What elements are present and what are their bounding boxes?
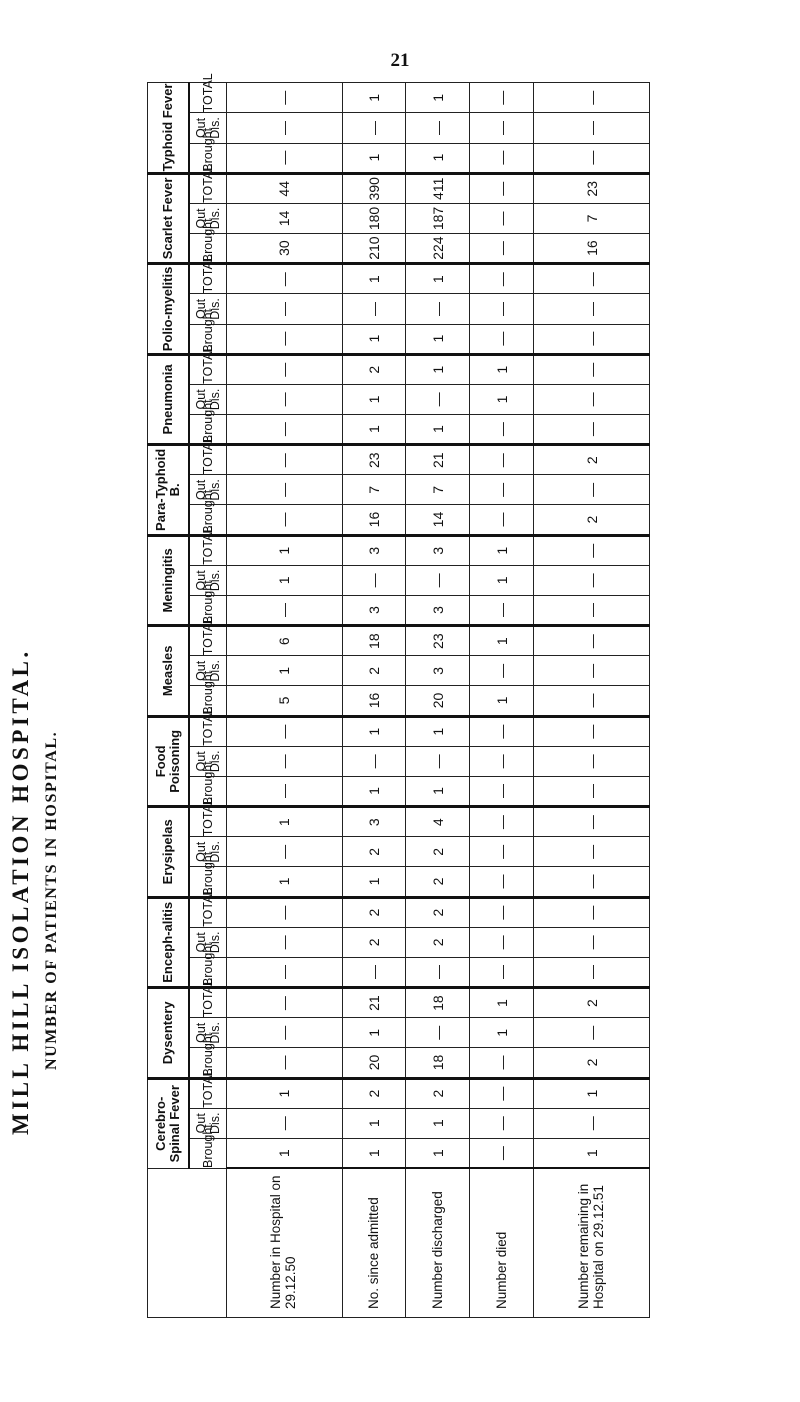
table-cell: 23	[406, 626, 470, 656]
table-cell: 1	[342, 716, 406, 746]
table-cell: 187	[406, 203, 470, 233]
table-cell: 2	[534, 988, 650, 1018]
table-cell: —	[342, 113, 406, 143]
column-header: TOTAL	[189, 445, 227, 475]
table-cell: 14	[227, 203, 343, 233]
table-cell: —	[342, 294, 406, 324]
table-cell: —	[227, 837, 343, 867]
column-header: Brought	[189, 686, 227, 716]
table-cell: 23	[342, 445, 406, 475]
table-cell: —	[470, 113, 534, 143]
table-cell: —	[534, 414, 650, 444]
table-cell: —	[470, 776, 534, 806]
table-cell: —	[470, 957, 534, 987]
table-cell: 1	[470, 1018, 534, 1048]
table-cell: 18	[406, 1048, 470, 1078]
table-cell: —	[534, 957, 650, 987]
disease-header-row	[148, 83, 190, 1318]
table-cell: 1	[406, 414, 470, 444]
table-cell: —	[227, 384, 343, 414]
table-cell: 1	[227, 656, 343, 686]
disease-header: Measles	[148, 626, 190, 716]
table-cell: —	[470, 1138, 534, 1168]
column-header: Out Dis.	[189, 113, 227, 143]
table-cell: —	[470, 173, 534, 203]
table-cell: 1	[406, 776, 470, 806]
table-cell: 1	[227, 565, 343, 595]
table-cell: —	[470, 83, 534, 113]
column-header: TOTAL	[189, 897, 227, 927]
column-header: TOTAL	[189, 354, 227, 384]
column-header: Brought	[189, 867, 227, 897]
table-cell: —	[227, 354, 343, 384]
table-cell: 1	[342, 1108, 406, 1138]
table-cell: —	[470, 656, 534, 686]
table-cell: —	[470, 324, 534, 354]
table-cell: 1	[342, 1018, 406, 1048]
table-cell: 1	[470, 354, 534, 384]
table-cell: 16	[342, 505, 406, 535]
table-cell: 224	[406, 234, 470, 264]
table-cell: —	[227, 475, 343, 505]
table-cell: —	[227, 264, 343, 294]
table-cell: 7	[534, 203, 650, 233]
table-cell: —	[470, 927, 534, 957]
table-cell: 1	[227, 1138, 343, 1168]
table-cell: 1	[406, 324, 470, 354]
table-cell: 210	[342, 234, 406, 264]
column-header: Out Dis.	[189, 294, 227, 324]
table-cell: —	[534, 776, 650, 806]
table-cell: —	[470, 294, 534, 324]
column-header: TOTAL	[189, 264, 227, 294]
page-number: 21	[390, 50, 410, 71]
table-cell: —	[227, 927, 343, 957]
table-cell: —	[470, 1108, 534, 1138]
table-cell: —	[470, 867, 534, 897]
table-cell: —	[534, 897, 650, 927]
column-header: Out Dis.	[189, 1108, 227, 1138]
disease-header: Cerebro-Spinal Fever	[148, 1078, 190, 1168]
table-cell: 2	[534, 1048, 650, 1078]
table-cell: —	[534, 716, 650, 746]
table-cell: 1	[406, 264, 470, 294]
table-cell: —	[227, 988, 343, 1018]
table-cell: 16	[534, 234, 650, 264]
column-header: Brought	[189, 143, 227, 173]
column-header: Out Dis.	[189, 384, 227, 414]
table-cell: —	[534, 294, 650, 324]
table-corner	[148, 1169, 227, 1318]
table-cell: 3	[406, 595, 470, 625]
table-cell: —	[534, 143, 650, 173]
table-cell: 1	[227, 807, 343, 837]
table-cell: —	[227, 505, 343, 535]
column-header: TOTAL	[189, 535, 227, 565]
column-header: Brought	[189, 324, 227, 354]
table-cell: —	[227, 294, 343, 324]
disease-header: Dysentery	[148, 988, 190, 1078]
column-header: TOTAL	[189, 83, 227, 113]
table-cell: —	[227, 324, 343, 354]
table-cell: —	[534, 264, 650, 294]
row-label: Number died	[470, 1169, 534, 1318]
table-cell: 3	[342, 595, 406, 625]
table-cell: 20	[342, 1048, 406, 1078]
table-cell: —	[470, 837, 534, 867]
column-header: Out Dis.	[189, 565, 227, 595]
table-cell: 180	[342, 203, 406, 233]
table-cell: 1	[534, 1138, 650, 1168]
table-cell: 2	[342, 1078, 406, 1108]
table-row	[342, 83, 406, 1318]
table-cell: —	[227, 1108, 343, 1138]
column-header: TOTAL	[189, 626, 227, 656]
table-cell: 2	[342, 656, 406, 686]
table-cell: 1	[406, 143, 470, 173]
table-cell: 2	[406, 1078, 470, 1108]
table-cell: —	[534, 384, 650, 414]
table-cell: 2	[534, 505, 650, 535]
table-cell: —	[534, 595, 650, 625]
table-cell: 2	[342, 837, 406, 867]
table-cell: —	[227, 957, 343, 987]
table-cell: 1	[406, 716, 470, 746]
patients-table	[147, 73, 650, 1318]
table-cell: 1	[470, 384, 534, 414]
row-label: Number in Hospital on 29.12.50	[227, 1169, 343, 1318]
disease-header: Polio-myelitis	[148, 264, 190, 354]
table-row	[227, 83, 343, 1318]
subheader-row	[189, 83, 227, 1318]
table-cell: 23	[534, 173, 650, 203]
table-cell: 2	[406, 837, 470, 867]
table-cell: —	[534, 686, 650, 716]
table-cell: —	[342, 565, 406, 595]
table-cell: 1	[342, 414, 406, 444]
table-cell: —	[227, 143, 343, 173]
table-cell: —	[534, 867, 650, 897]
table-cell: —	[534, 746, 650, 776]
table-cell: —	[534, 535, 650, 565]
table-cell: 1	[406, 1138, 470, 1168]
table-cell: —	[534, 927, 650, 957]
table-cell: —	[227, 716, 343, 746]
column-header: Out Dis.	[189, 837, 227, 867]
table-cell: —	[470, 414, 534, 444]
table-cell: —	[227, 1048, 343, 1078]
table-cell: 1	[470, 686, 534, 716]
table-cell: 2	[406, 927, 470, 957]
table-cell: 1	[227, 1078, 343, 1108]
column-header: Brought	[189, 414, 227, 444]
table-cell: 1	[470, 565, 534, 595]
table-cell: 3	[342, 535, 406, 565]
table-cell: —	[470, 264, 534, 294]
table-cell: 6	[227, 626, 343, 656]
column-header: Brought	[189, 957, 227, 987]
table-cell: 1	[342, 867, 406, 897]
table-cell: —	[227, 897, 343, 927]
table-cell: —	[534, 1018, 650, 1048]
row-label: Number remaining in Hospital on 29.12.51	[534, 1169, 650, 1318]
table-cell: —	[470, 716, 534, 746]
table-cell: —	[470, 1078, 534, 1108]
table-cell: 2	[406, 867, 470, 897]
column-header: Out Dis.	[189, 1018, 227, 1048]
table-cell: 1	[470, 535, 534, 565]
patients-table-container	[147, 73, 650, 1318]
table-cell: —	[534, 354, 650, 384]
table-cell: —	[470, 807, 534, 837]
table-cell: —	[406, 746, 470, 776]
table-cell: —	[406, 294, 470, 324]
table-cell: —	[470, 897, 534, 927]
page-subtitle: NUMBER OF PATIENTS IN HOSPITAL.	[43, 730, 60, 1070]
table-cell: 2	[534, 445, 650, 475]
table-cell: 3	[342, 807, 406, 837]
disease-header: Enceph-alitis	[148, 897, 190, 987]
table-cell: —	[534, 807, 650, 837]
table-cell: —	[406, 113, 470, 143]
table-cell: —	[406, 1018, 470, 1048]
column-header: Brought	[189, 1138, 227, 1168]
table-cell: —	[534, 837, 650, 867]
table-cell: —	[227, 445, 343, 475]
table-cell: 2	[406, 897, 470, 927]
table-cell: —	[534, 475, 650, 505]
disease-header: Pneumonia	[148, 354, 190, 444]
table-cell: 2	[342, 927, 406, 957]
table-cell: 3	[406, 656, 470, 686]
table-cell: —	[227, 414, 343, 444]
table-cell: —	[534, 324, 650, 354]
column-header: Brought	[189, 505, 227, 535]
row-label: No. since admitted	[342, 1169, 406, 1318]
table-cell: 44	[227, 173, 343, 203]
table-cell: 16	[342, 686, 406, 716]
table-cell: 1	[227, 867, 343, 897]
table-cell: —	[227, 776, 343, 806]
page-title: MILL HILL ISOLATION HOSPITAL.	[8, 648, 33, 1135]
table-cell: —	[470, 505, 534, 535]
table-row	[534, 83, 650, 1318]
table-cell: 18	[342, 626, 406, 656]
table-cell: 1	[342, 264, 406, 294]
table-cell: —	[227, 595, 343, 625]
table-cell: —	[534, 113, 650, 143]
table-cell: 21	[406, 445, 470, 475]
table-cell: 1	[342, 83, 406, 113]
table-cell: 3	[406, 535, 470, 565]
table-row	[406, 83, 470, 1318]
table-cell: 1	[406, 354, 470, 384]
column-header: TOTAL	[189, 807, 227, 837]
disease-header: Erysipelas	[148, 807, 190, 898]
table-cell: —	[470, 1048, 534, 1078]
table-cell: 1	[342, 324, 406, 354]
table-cell: —	[470, 234, 534, 264]
table-cell: 1	[470, 626, 534, 656]
table-cell: 1	[470, 988, 534, 1018]
table-cell: 2	[342, 897, 406, 927]
column-header: TOTAL	[189, 716, 227, 746]
table-cell: —	[342, 746, 406, 776]
table-row	[470, 83, 534, 1318]
table-cell: —	[342, 957, 406, 987]
table-cell: —	[534, 1108, 650, 1138]
table-cell: —	[534, 83, 650, 113]
table-cell: —	[470, 595, 534, 625]
table-cell: 411	[406, 173, 470, 203]
column-header: Out Dis.	[189, 746, 227, 776]
table-cell: 20	[406, 686, 470, 716]
column-header: Out Dis.	[189, 927, 227, 957]
table-cell: 1	[406, 83, 470, 113]
table-cell: —	[227, 1018, 343, 1048]
table-cell: —	[227, 83, 343, 113]
table-cell: —	[470, 143, 534, 173]
column-header: Brought	[189, 595, 227, 625]
table-cell: 5	[227, 686, 343, 716]
table-cell: —	[470, 445, 534, 475]
table-cell: 30	[227, 234, 343, 264]
table-cell: —	[534, 656, 650, 686]
table-cell: 1	[342, 776, 406, 806]
table-cell: —	[470, 475, 534, 505]
table-cell: 7	[406, 475, 470, 505]
column-header: Brought	[189, 776, 227, 806]
table-cell: 2	[342, 354, 406, 384]
table-cell: 390	[342, 173, 406, 203]
column-header: Out Dis.	[189, 203, 227, 233]
table-cell: —	[534, 565, 650, 595]
table-cell: 7	[342, 475, 406, 505]
disease-header: Food Poisoning	[148, 716, 190, 806]
table-cell: 1	[227, 535, 343, 565]
column-header: TOTAL	[189, 988, 227, 1018]
disease-header: Meningitis	[148, 535, 190, 625]
table-cell: —	[534, 626, 650, 656]
table-cell: 1	[342, 143, 406, 173]
table-cell: —	[470, 746, 534, 776]
column-header: Brought	[189, 1048, 227, 1078]
table-cell: 1	[406, 1108, 470, 1138]
column-header: TOTAL	[189, 173, 227, 203]
column-header: TOTAL	[189, 1078, 227, 1108]
table-cell: —	[227, 113, 343, 143]
table-cell: —	[406, 384, 470, 414]
table-cell: 21	[342, 988, 406, 1018]
table-cell: —	[406, 957, 470, 987]
disease-header: Typhoid Fever	[148, 83, 190, 174]
row-label: Number discharged	[406, 1169, 470, 1318]
table-cell: —	[470, 203, 534, 233]
table-cell: —	[227, 746, 343, 776]
table-cell: 4	[406, 807, 470, 837]
column-header: Brought	[189, 234, 227, 264]
table-cell: 14	[406, 505, 470, 535]
disease-header: Para-Typhoid B.	[148, 445, 190, 535]
table-cell: 1	[342, 1138, 406, 1168]
disease-header: Scarlet Fever	[148, 173, 190, 263]
table-cell: 1	[534, 1078, 650, 1108]
table-cell: 1	[342, 384, 406, 414]
column-header: Out Dis.	[189, 656, 227, 686]
table-cell: 18	[406, 988, 470, 1018]
table-cell: —	[406, 565, 470, 595]
column-header: Out Dis.	[189, 475, 227, 505]
